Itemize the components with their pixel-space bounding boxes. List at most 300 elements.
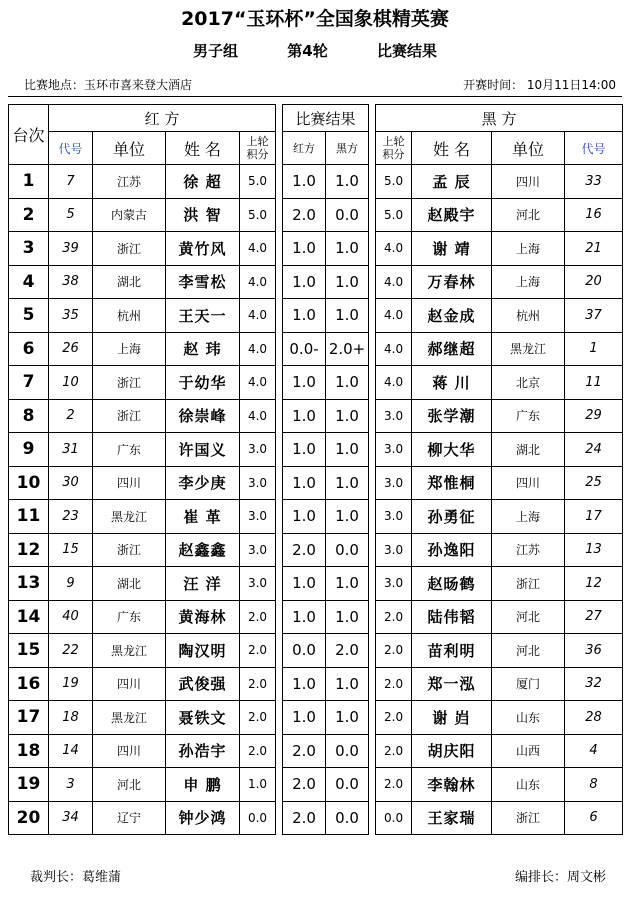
header-divider [8,96,622,97]
black-unit: 河北 [492,198,565,232]
gap-cell [369,198,376,232]
black-code: 1 [565,332,623,366]
black-code: 11 [565,366,623,400]
red-name-header: 姓 名 [166,132,240,165]
black-prev-points: 4.0 [376,265,412,299]
black-name: 郑惟桐 [412,466,492,500]
red-code: 2 [49,399,93,433]
red-score: 1.0 [283,366,326,400]
red-code: 14 [49,734,93,768]
gap-cell [276,768,283,802]
black-prev-points-header: 上轮 积分 [376,132,412,165]
black-name-header: 姓 名 [412,132,492,165]
gap-cell [276,165,283,199]
black-name: 苗利明 [412,634,492,668]
red-code: 15 [49,533,93,567]
black-code: 36 [565,634,623,668]
gap-cell [369,265,376,299]
black-prev-points: 3.0 [376,533,412,567]
red-name: 洪 智 [166,198,240,232]
gap-cell [276,734,283,768]
table-row [9,466,623,500]
red-prev-points: 2.0 [240,600,276,634]
red-code: 39 [49,232,93,266]
gap-cell [276,433,283,467]
red-score: 2.0 [283,768,326,802]
red-name: 徐 超 [166,165,240,199]
page-title: 2017“玉环杯”全国象棋精英赛 [181,8,449,30]
table-no: 20 [9,801,49,835]
red-unit: 黑龙江 [93,701,166,735]
black-score: 0.0 [326,768,369,802]
red-unit: 湖北 [93,265,166,299]
gap-cell [276,198,283,232]
red-score: 1.0 [283,701,326,735]
red-name: 许国义 [166,433,240,467]
table-no: 13 [9,567,49,601]
gap-cell [369,232,376,266]
black-unit: 山东 [492,768,565,802]
black-code: 37 [565,299,623,333]
black-prev-points: 4.0 [376,366,412,400]
red-unit: 黑龙江 [93,634,166,668]
red-name: 汪 洋 [166,567,240,601]
black-prev-points: 2.0 [376,667,412,701]
red-unit: 辽宁 [93,801,166,835]
gap-cell [369,165,376,199]
black-unit: 山东 [492,701,565,735]
black-score: 1.0 [326,265,369,299]
table-row [9,366,623,400]
black-name: 陆伟韬 [412,600,492,634]
red-unit: 浙江 [93,533,166,567]
black-name: 赵殿宇 [412,198,492,232]
black-prev-points: 3.0 [376,567,412,601]
black-score: 1.0 [326,600,369,634]
black-prev-points: 4.0 [376,332,412,366]
red-code: 5 [49,198,93,232]
black-name: 柳大华 [412,433,492,467]
red-score: 2.0 [283,198,326,232]
gap-cell [276,500,283,534]
table-row [9,198,623,232]
red-score: 2.0 [283,533,326,567]
gap-cell [369,466,376,500]
red-unit: 浙江 [93,366,166,400]
table-row [9,332,623,366]
table-no: 15 [9,634,49,668]
black-prev-points: 2.0 [376,734,412,768]
red-prev-points: 4.0 [240,399,276,433]
black-score: 1.0 [326,667,369,701]
black-code: 27 [565,600,623,634]
red-prev-points: 1.0 [240,768,276,802]
table-no: 7 [9,366,49,400]
black-score: 1.0 [326,399,369,433]
black-code-header: 代号 [565,132,623,165]
red-name: 钟少鸿 [166,801,240,835]
black-name: 蒋 川 [412,366,492,400]
table-row [9,734,623,768]
header-row-2 [9,132,623,165]
black-prev-points: 2.0 [376,600,412,634]
black-name: 赵旸鹤 [412,567,492,601]
red-score: 1.0 [283,567,326,601]
black-unit: 四川 [492,165,565,199]
table-no: 14 [9,600,49,634]
red-prev-points: 2.0 [240,667,276,701]
table-row [9,500,623,534]
black-code: 13 [565,533,623,567]
red-score: 2.0 [283,734,326,768]
red-unit: 浙江 [93,232,166,266]
table-no: 6 [9,332,49,366]
black-unit: 上海 [492,232,565,266]
black-score: 2.0 [326,634,369,668]
red-code: 30 [49,466,93,500]
red-unit: 杭州 [93,299,166,333]
red-unit: 广东 [93,600,166,634]
gap-cell [276,533,283,567]
gap-cell [276,466,283,500]
black-unit: 浙江 [492,801,565,835]
black-name: 赵金成 [412,299,492,333]
referee-text: 裁判长：葛维蒲 [30,870,122,885]
black-prev-points: 3.0 [376,500,412,534]
kind-label: 比赛结果 [376,42,437,60]
black-unit: 北京 [492,366,565,400]
black-code: 33 [565,165,623,199]
table-no: 19 [9,768,49,802]
table-no: 18 [9,734,49,768]
red-prev-points: 4.0 [240,366,276,400]
black-code: 32 [565,667,623,701]
gap-cell [369,500,376,534]
gap-cell [369,600,376,634]
gap-cell [276,332,283,366]
red-code: 3 [49,768,93,802]
gap-cell [276,265,283,299]
black-score: 0.0 [326,734,369,768]
group-label: 男子组 [193,42,239,60]
table-no-header: 台次 [9,105,49,165]
gap-cell [276,634,283,668]
red-prev-points: 5.0 [240,198,276,232]
gap-cell [276,801,283,835]
red-name: 崔 革 [166,500,240,534]
red-code: 18 [49,701,93,735]
red-score: 0.0 [283,634,326,668]
black-score: 1.0 [326,366,369,400]
start-time-text: 开赛时间： 10月11日14:00 [463,78,616,92]
black-prev-points: 2.0 [376,701,412,735]
red-unit: 广东 [93,433,166,467]
black-unit: 上海 [492,265,565,299]
table-no: 17 [9,701,49,735]
black-unit: 四川 [492,466,565,500]
black-score: 1.0 [326,165,369,199]
result-header: 比赛结果 [283,105,369,132]
black-code: 16 [565,198,623,232]
gap-cell [276,366,283,400]
black-code: 6 [565,801,623,835]
black-unit-header: 单位 [492,132,565,165]
red-unit: 上海 [93,332,166,366]
table-row [9,165,623,199]
red-prev-points: 2.0 [240,701,276,735]
gap-cell [276,399,283,433]
black-score: 1.0 [326,567,369,601]
red-score: 1.0 [283,466,326,500]
black-unit: 山西 [492,734,565,768]
red-unit: 湖北 [93,567,166,601]
table-row [9,533,623,567]
red-unit: 四川 [93,734,166,768]
black-unit: 杭州 [492,299,565,333]
red-score: 1.0 [283,232,326,266]
red-score: 1.0 [283,299,326,333]
red-name: 武俊强 [166,667,240,701]
black-name: 胡庆阳 [412,734,492,768]
red-unit: 四川 [93,466,166,500]
black-prev-points: 3.0 [376,399,412,433]
red-unit: 黑龙江 [93,500,166,534]
black-unit: 河北 [492,634,565,668]
black-code: 12 [565,567,623,601]
red-name: 赵 玮 [166,332,240,366]
black-name: 谢 岿 [412,701,492,735]
gap-cell [369,105,376,165]
table-no: 16 [9,667,49,701]
red-prev-points: 2.0 [240,734,276,768]
red-prev-points: 3.0 [240,500,276,534]
black-prev-points: 0.0 [376,801,412,835]
gap-cell [369,768,376,802]
black-code: 29 [565,399,623,433]
red-code: 34 [49,801,93,835]
table-row [9,667,623,701]
red-name: 王天一 [166,299,240,333]
subtitle [0,40,630,61]
black-unit: 浙江 [492,567,565,601]
black-name: 张学潮 [412,399,492,433]
red-unit: 浙江 [93,399,166,433]
table-no: 2 [9,198,49,232]
black-score: 0.0 [326,533,369,567]
table-row [9,634,623,668]
red-unit: 河北 [93,768,166,802]
black-unit: 厦门 [492,667,565,701]
red-prev-points: 5.0 [240,165,276,199]
black-prev-points: 3.0 [376,433,412,467]
gap-cell [369,634,376,668]
black-score: 1.0 [326,299,369,333]
black-score: 2.0+ [326,332,369,366]
table-row [9,433,623,467]
black-score: 0.0 [326,801,369,835]
black-score: 1.0 [326,232,369,266]
black-unit: 黑龙江 [492,332,565,366]
gap-cell [369,299,376,333]
header-row-1 [9,105,623,132]
red-code: 38 [49,265,93,299]
table-no: 10 [9,466,49,500]
table-row [9,701,623,735]
gap-cell [276,667,283,701]
red-score: 1.0 [283,600,326,634]
black-prev-points: 5.0 [376,165,412,199]
gap-cell [369,701,376,735]
red-name: 聂铁文 [166,701,240,735]
black-prev-points: 4.0 [376,299,412,333]
table-no: 9 [9,433,49,467]
red-prev-points: 0.0 [240,801,276,835]
red-name: 李雪松 [166,265,240,299]
red-unit: 内蒙古 [93,198,166,232]
red-prev-points: 2.0 [240,634,276,668]
gap-cell [276,232,283,266]
red-code: 26 [49,332,93,366]
gap-cell [276,567,283,601]
red-code: 31 [49,433,93,467]
black-prev-points: 2.0 [376,768,412,802]
black-unit: 湖北 [492,433,565,467]
black-name: 李翰林 [412,768,492,802]
red-score: 0.0- [283,332,326,366]
table-no: 4 [9,265,49,299]
table-no: 8 [9,399,49,433]
black-unit: 江苏 [492,533,565,567]
red-score: 1.0 [283,433,326,467]
black-code: 28 [565,701,623,735]
red-prev-points-header: 上轮 积分 [240,132,276,165]
round-label: 第4轮 [287,42,328,60]
gap-cell [369,667,376,701]
black-code: 4 [565,734,623,768]
table-row [9,299,623,333]
red-prev-points: 3.0 [240,433,276,467]
red-name: 于幼华 [166,366,240,400]
black-name: 万春林 [412,265,492,299]
black-code: 21 [565,232,623,266]
red-score: 1.0 [283,265,326,299]
gap-cell [276,105,283,165]
black-score-header: 黑方 [326,132,369,165]
red-name: 黄竹风 [166,232,240,266]
table-row [9,801,623,835]
table-row [9,567,623,601]
table-row [9,600,623,634]
black-score: 1.0 [326,701,369,735]
black-name: 郑一泓 [412,667,492,701]
gap-cell [276,299,283,333]
red-score: 1.0 [283,165,326,199]
red-prev-points: 4.0 [240,265,276,299]
red-score: 1.0 [283,667,326,701]
gap-cell [369,801,376,835]
black-score: 1.0 [326,466,369,500]
red-name: 陶汉明 [166,634,240,668]
black-name: 孙勇征 [412,500,492,534]
red-code: 22 [49,634,93,668]
red-prev-points: 4.0 [240,232,276,266]
gap-cell [369,567,376,601]
table-row [9,399,623,433]
black-prev-points: 4.0 [376,232,412,266]
black-name: 孟 辰 [412,165,492,199]
black-score: 1.0 [326,433,369,467]
black-prev-points: 3.0 [376,466,412,500]
red-name: 李少庚 [166,466,240,500]
gap-cell [369,533,376,567]
black-code: 24 [565,433,623,467]
black-name: 谢 靖 [412,232,492,266]
gap-cell [276,701,283,735]
red-name: 徐崇峰 [166,399,240,433]
black-code: 17 [565,500,623,534]
gap-cell [369,433,376,467]
table-row [9,232,623,266]
red-name: 申 鹏 [166,768,240,802]
red-code: 10 [49,366,93,400]
black-prev-points: 5.0 [376,198,412,232]
gap-cell [369,399,376,433]
red-prev-points: 3.0 [240,567,276,601]
black-code: 8 [565,768,623,802]
table-no: 1 [9,165,49,199]
red-unit: 江苏 [93,165,166,199]
red-prev-points: 3.0 [240,466,276,500]
black-side-header: 黑 方 [376,105,623,132]
red-code: 9 [49,567,93,601]
red-side-header: 红 方 [49,105,276,132]
black-score: 0.0 [326,198,369,232]
black-name: 王家瑞 [412,801,492,835]
black-score: 1.0 [326,500,369,534]
red-unit: 四川 [93,667,166,701]
black-unit: 广东 [492,399,565,433]
black-name: 郝继超 [412,332,492,366]
red-code: 35 [49,299,93,333]
red-prev-points: 4.0 [240,332,276,366]
red-name: 赵鑫鑫 [166,533,240,567]
table-row [9,768,623,802]
arranger-text: 编排长：周文彬 [514,870,606,885]
results-table [8,104,623,835]
black-unit: 上海 [492,500,565,534]
red-code-header: 代号 [49,132,93,165]
gap-cell [369,366,376,400]
red-code: 19 [49,667,93,701]
venue-text: 比赛地点：玉环市喜来登大酒店 [24,78,193,92]
table-no: 12 [9,533,49,567]
gap-cell [369,332,376,366]
table-no: 3 [9,232,49,266]
gap-cell [369,734,376,768]
table-no: 11 [9,500,49,534]
table-row [9,265,623,299]
red-code: 40 [49,600,93,634]
red-unit-header: 单位 [93,132,166,165]
red-code: 23 [49,500,93,534]
red-prev-points: 3.0 [240,533,276,567]
red-score: 2.0 [283,801,326,835]
black-code: 20 [565,265,623,299]
red-name: 黄海林 [166,600,240,634]
red-name: 孙浩宇 [166,734,240,768]
red-prev-points: 4.0 [240,299,276,333]
black-code: 25 [565,466,623,500]
